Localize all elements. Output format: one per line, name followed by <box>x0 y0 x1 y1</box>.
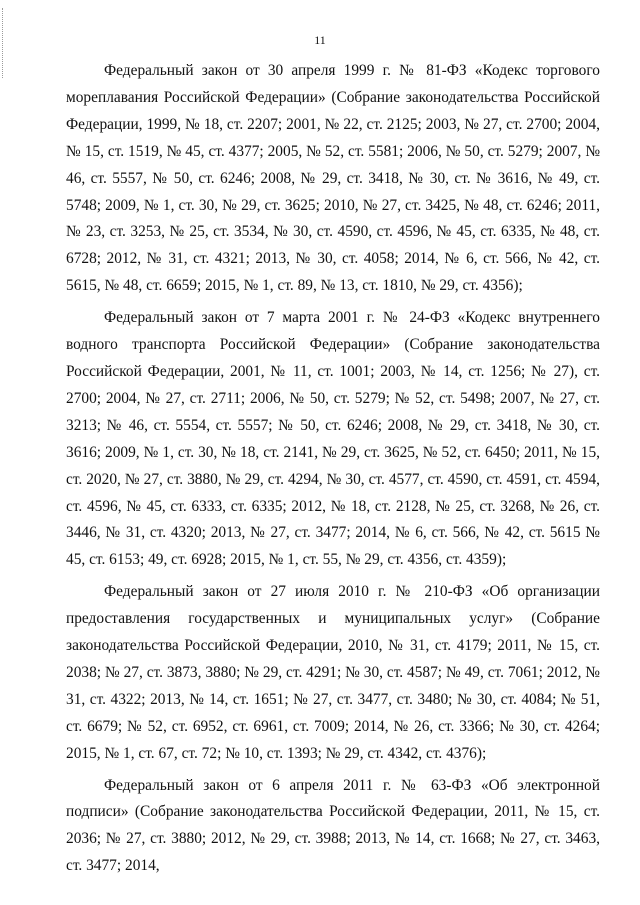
law-paragraph-63-fz: Федеральный закон от 6 апреля 2011 г. № 63-ФЗ «Об электронной подписи» (Собрание законодательства Российской Федерации, 2011, № 15, ст. 2036; № 27, ст. 3880; 2012, № 29, ст. 3988; 2013, № 14, ст. 1668; № 27, ст. 3463, ст. 3477; 2014, <box>66 776 600 875</box>
document-body <box>66 58 600 880</box>
law-paragraph-210-fz: Федеральный закон от 27 июля 2010 г. № 210-ФЗ «Об организации предоставления государственных и муниципальных услуг» (Собрание законодательства Российской Федерации, 2010, № 31, ст. 4179; 2011, № 15, ст. 2038; № 27, ст. 3873, 3880; № 29, ст. 4291; № 30, ст. 4587; № 49, ст. 7061; 2012, № 31, ст. 4322; 2013, № 14, ст. 1651; № 27, ст. 3477, ст. 3480; № 30, ст. 4084; № 51, ст. 6679; № 52, ст. 6952, ст. 6961, ст. 7009; 2014, № 26, ст. 3366; № 30, ст. 4264; 2015, № 1, ст. 67, ст. 72; № 10, ст. 1393; № 29, ст. 4342, ст. 4376); <box>66 583 600 762</box>
law-paragraph-24-fz: Федеральный закон от 7 марта 2001 г. № 24-ФЗ «Кодекс внутреннего водного транспорта Российской Федерации» (Собрание законодательства Российской Федерации, 2001, № 11, ст. 1001; 2003, № 14, ст. 1256; № 27), ст. 2700; 2004, № 27, ст. 2711; 2006, № 50, ст. 5279; № 52, ст. 5498; 2007, № 27, ст. 3213; № 46, ст. 5554, ст. 5557; № 50, ст. 6246; 2008, № 29, ст. 3418, № 30, ст. 3616; 2009, № 1, ст. 30, № 18, ст. 2141, № 29, ст. 3625, № 52, ст. 6450; 2011, № 15, ст. 2020, № 27, ст. 3880, № 29, ст. 4294, № 30, ст. 4577, ст. 4590, ст. 4591, ст. 4594, ст. 4596, № 45, ст. 6333, ст. 6335; 2012, № 18, ст. 2128, № 25, ст. 3268, № 26, ст. 3446, № 31, ст. 4320; 2013, № 27, ст. 3477; 2014, № 6, ст. 566, № 42, ст. 5615 № 45, ст. 6153; 49, ст. 6928; 2015, № 1, ст. 55, № 29, ст. 4356, ст. 4359); <box>66 309 600 569</box>
law-paragraph-81-fz: Федеральный закон от 30 апреля 1999 г. № 81-ФЗ «Кодекс торгового мореплавания Российской Федерации» (Собрание законодательства Российской Федерации, 1999, № 18, ст. 2207; 2001, № 22, ст. 2125; 2003, № 27, ст. 2700; 2004, № 15, ст. 1519, № 45, ст. 4377; 2005, № 52, ст. 5581; 2006, № 50, ст. 5279; 2007, № 46, ст. 5557, № 50, ст. 6246; 2008, № 29, ст. 3418, № 30, ст. № 3616, № 49, ст. 5748; 2009, № 1, ст. 30, № 29, ст. 3625; 2010, № 27, ст. 3425, № 48, ст. 6246; 2011, № 23, ст. 3253, № 25, ст. 3534, № 30, ст. 4590, ст. 4596, № 45, ст. 6335, № 48, ст. 6728; 2012, № 31, ст. 4321; 2013, № 30, ст. 4058; 2014, № 6, ст. 566, № 42, ст. 5615, № 48, ст. 6659; 2015, № 1, ст. 89, № 13, ст. 1810, № 29, ст. 4356); <box>66 62 600 295</box>
page-number: 11 <box>314 33 326 47</box>
